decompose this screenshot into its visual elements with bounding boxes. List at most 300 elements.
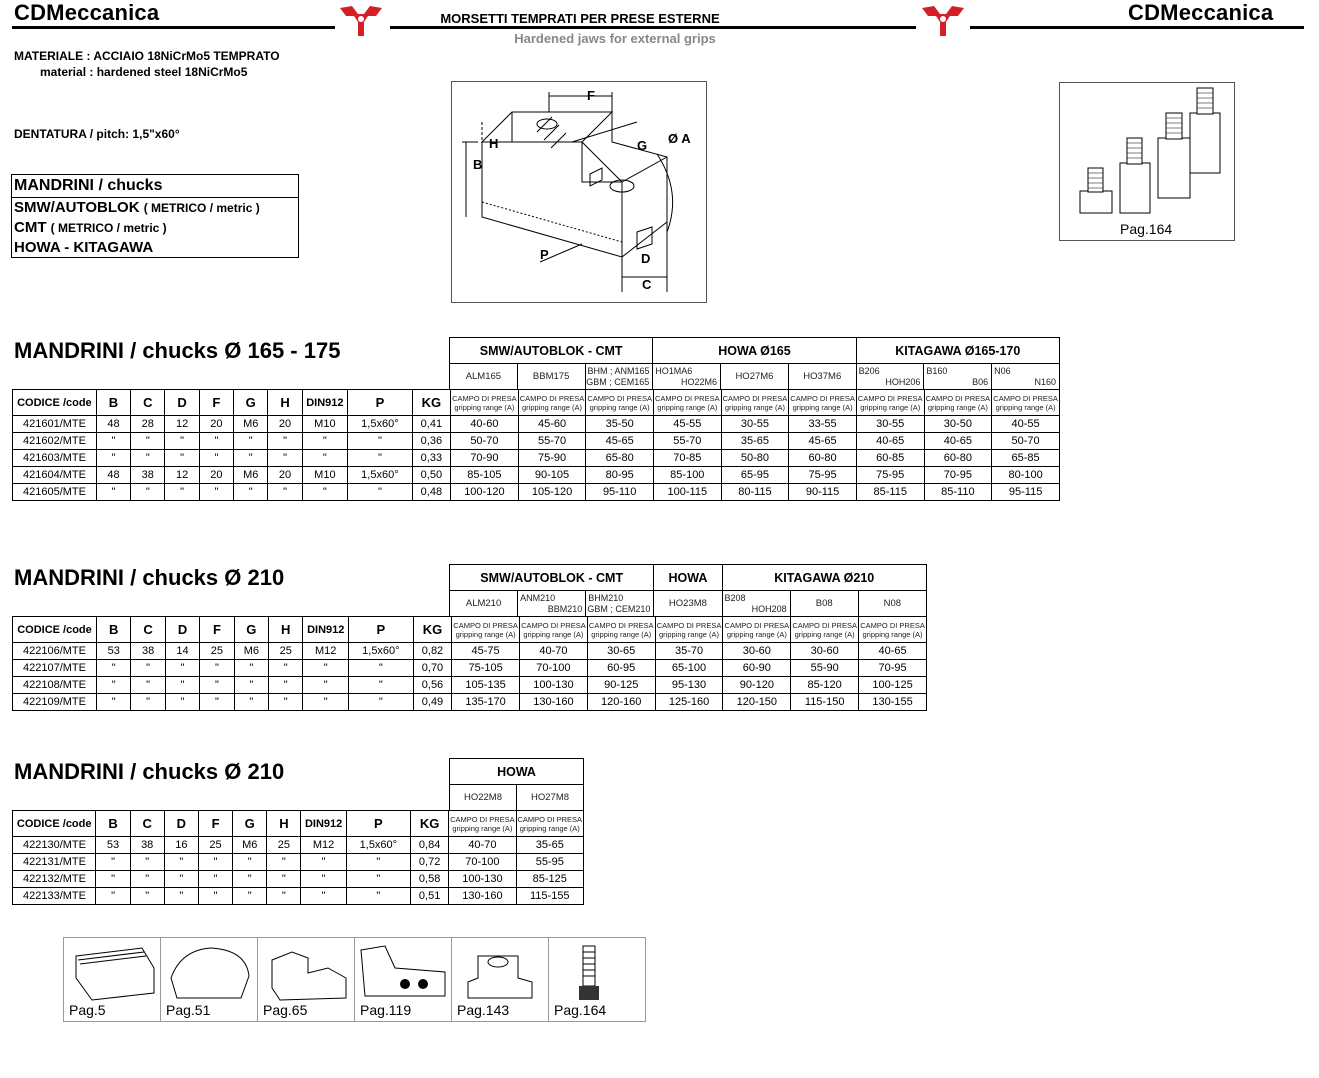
table-cell: " [234,484,268,501]
table-cell: 38 [131,643,165,660]
chucks-box-line-1 [12,198,298,218]
table-cell: " [348,677,413,694]
column-header: CODICE /code [13,617,97,643]
group-header: HOWA [450,759,584,785]
gripping-range-header: CAMPO DI PRESA gripping range (A) [856,390,924,416]
header-subtitle: Hardened jaws for external grips [514,31,716,46]
model-cell [858,591,926,617]
column-header: C [130,811,164,837]
product-code[interactable]: 422108/MTE [13,677,97,694]
column-header-row [13,811,584,837]
table-cell: 40-65 [859,643,927,660]
round-jaw-icon [161,938,257,1008]
dim-label-b: B [473,157,483,172]
table-cell: 48 [96,467,130,484]
table-cell: 30-60 [723,643,791,660]
table3-data [12,810,584,905]
table-cell: 85-105 [451,467,519,484]
table-cell: 0,82 [413,643,451,660]
table-cell: " [267,888,301,905]
table-cell: " [302,433,347,450]
table-cell: 20 [199,416,233,433]
model-cell [721,364,789,390]
group-header: HOWA Ø165 [653,338,856,364]
table-cell: " [96,433,130,450]
product-code[interactable]: 422132/MTE [13,871,96,888]
table-cell: 95-110 [586,484,654,501]
table-cell: " [303,660,349,677]
table-cell: 55-90 [791,660,859,677]
column-header: CODICE /code [13,811,96,837]
table-cell: 120-160 [587,694,655,711]
table-cell: 85-100 [653,467,721,484]
table-cell: 70-100 [449,854,516,871]
table-cell: " [130,888,164,905]
line2-main: CMT [14,219,47,236]
table-cell: 100-125 [859,677,927,694]
material-en: material : hardened steel 18NiCrMo5 [40,65,248,79]
column-header-row [13,390,1060,416]
table-cell: " [233,888,267,905]
product-code[interactable]: 421602/MTE [13,433,97,450]
table-cell: " [131,484,165,501]
column-header: H [267,811,301,837]
table-cell: " [234,660,268,677]
table-row [13,694,927,711]
product-code[interactable]: 422109/MTE [13,694,97,711]
table-cell: 16 [164,837,198,854]
gripping-range-header: CAMPO DI PRESA gripping range (A) [655,617,723,643]
table-cell: " [301,888,346,905]
column-header: B [96,390,130,416]
jaw-drawing-icon [452,82,708,304]
table-cell: 60-85 [856,450,924,467]
table-cell: 1,5x60° [348,467,413,484]
table-cell: 65-95 [721,467,789,484]
table-cell: " [234,450,268,467]
table-cell: 0,70 [413,660,451,677]
table-cell: 0,84 [411,837,449,854]
table-cell: 45-55 [653,416,721,433]
table-cell: 40-70 [449,837,516,854]
related-item-2[interactable] [161,938,258,1021]
table-cell: 45-75 [452,643,520,660]
table-cell: " [234,677,268,694]
line1-note: ( METRICO / metric ) [143,201,260,215]
column-header: DIN912 [302,390,347,416]
gripping-range-header: CAMPO DI PRESA gripping range (A) [721,390,789,416]
table-cell: 70-95 [859,660,927,677]
table-cell: 65-100 [655,660,723,677]
gripping-range-header: CAMPO DI PRESA gripping range (A) [587,617,655,643]
screws-icon [1060,83,1236,242]
column-header: H [268,390,302,416]
table-cell: " [165,660,199,677]
table-cell: 100-120 [451,484,519,501]
related-item-5-page: Pag.143 [457,1002,510,1018]
dim-label-h: H [489,136,499,151]
table3-groups [449,758,584,811]
table-cell: 1,5x60° [346,837,410,854]
table-cell: 90-125 [587,677,655,694]
model-cell [450,591,518,617]
table3-title: MANDRINI / chucks Ø 210 [14,759,285,784]
screws-page[interactable]: Pag.164 [1120,221,1173,237]
column-header: KG [412,390,450,416]
table-row [13,484,1060,501]
table-cell: " [303,694,349,711]
table-cell: " [131,677,165,694]
column-header: KG [413,617,451,643]
dim-label-g: G [637,138,648,153]
model-name-alt: B06 [972,376,989,387]
table-cell: 20 [199,467,233,484]
related-item-4[interactable] [355,938,452,1021]
table-cell: 55-70 [653,433,721,450]
table2-data [12,616,927,711]
group-header: KITAGAWA Ø165-170 [856,338,1059,364]
group-header: SMW/AUTOBLOK - CMT [450,338,653,364]
table-cell: 25 [267,837,301,854]
table-cell: 30-55 [856,416,924,433]
logo-left-icon [336,2,386,40]
model-name: HO23M8 [668,598,707,609]
model-cell [654,591,722,617]
model-name: ALM210 [465,598,502,609]
related-item-3-page: Pag.65 [263,1002,308,1018]
table-cell: " [164,854,198,871]
table-cell: " [302,484,347,501]
table-cell: " [130,854,164,871]
table-cell: 100-130 [449,871,516,888]
model-cell [790,591,858,617]
table2-groups [449,564,927,617]
model-cell [450,785,517,811]
jaw-dimension-diagram [451,81,707,303]
gripping-range-header: CAMPO DI PRESA gripping range (A) [586,390,654,416]
table-cell: " [199,484,233,501]
table1-data [12,389,1060,501]
table-cell: 35-70 [655,643,723,660]
product-code[interactable]: 421605/MTE [13,484,97,501]
gripping-range-header: CAMPO DI PRESA gripping range (A) [924,390,992,416]
table-cell: 40-65 [924,433,992,450]
table-cell: 85-125 [516,871,583,888]
table-cell: " [165,694,199,711]
group-header: SMW/AUTOBLOK - CMT [450,565,654,591]
table-cell: M10 [302,416,347,433]
column-header-row [13,617,927,643]
table-cell: 40-60 [451,416,519,433]
related-item-6-page: Pag.164 [554,1002,607,1018]
model-cell [585,364,653,390]
table-cell: " [268,484,302,501]
table-cell: 0,36 [412,433,450,450]
model-name: B160 [926,365,948,376]
model-name: ALM165 [465,371,502,382]
table-cell: 12 [165,416,199,433]
line1-main: SMW/AUTOBLOK [14,199,140,216]
table-cell: " [267,854,301,871]
model-cell [924,364,992,390]
column-header: DIN912 [301,811,346,837]
screws-image [1059,82,1235,241]
table-row [13,643,927,660]
table-cell: " [96,450,130,467]
table-cell: 53 [96,837,130,854]
table-row [13,677,927,694]
table-cell: 14 [165,643,199,660]
table-cell: M10 [302,467,347,484]
table-cell: 90-105 [518,467,586,484]
table-cell: 125-160 [655,694,723,711]
product-code[interactable]: 422130/MTE [13,837,96,854]
table-cell: 130-155 [859,694,927,711]
table2-title: MANDRINI / chucks Ø 210 [14,565,285,590]
table-cell: 20 [268,416,302,433]
column-header: P [348,390,413,416]
table-cell: M6 [234,416,268,433]
model-name: HO37M6 [803,371,842,382]
gripping-range-header: CAMPO DI PRESA gripping range (A) [653,390,721,416]
table-cell: 65-85 [992,450,1060,467]
product-code[interactable]: 422106/MTE [13,643,97,660]
gripping-range-header: CAMPO DI PRESA gripping range (A) [452,617,520,643]
product-code[interactable]: 422107/MTE [13,660,97,677]
column-header: H [269,617,303,643]
table-cell: 0,49 [413,694,451,711]
table-cell: " [269,694,303,711]
model-cell [653,364,721,390]
stepped-jaw-icon [258,938,354,1008]
table-row [13,416,1060,433]
table1-title: MANDRINI / chucks Ø 165 - 175 [14,338,341,363]
table-cell: 1,5x60° [348,643,413,660]
header-title: MORSETTI TEMPRATI PER PRESE ESTERNE [440,11,720,26]
table-cell: M6 [234,467,268,484]
group-header-row [450,759,584,785]
table-cell: 80-95 [586,467,654,484]
table-row [13,854,584,871]
table-cell: 105-120 [518,484,586,501]
model-row [450,364,1060,390]
product-code[interactable]: 422131/MTE [13,854,96,871]
column-header: P [348,617,413,643]
product-code[interactable]: 421603/MTE [13,450,97,467]
group-header: HOWA [654,565,722,591]
column-header: P [346,811,410,837]
table-cell: " [301,871,346,888]
table-cell: " [198,888,232,905]
table-cell: 55-95 [516,854,583,871]
gripping-range-header: CAMPO DI PRESA gripping range (A) [516,811,583,837]
table-cell: 30-50 [924,416,992,433]
table-cell: " [200,660,234,677]
table-cell: 95-130 [655,677,723,694]
table-cell: M6 [234,643,268,660]
table-cell: 60-90 [723,660,791,677]
table-cell: " [348,450,413,467]
pitch-label: DENTATURA / pitch: 1,5"x60° [14,127,180,141]
table-cell: 0,41 [412,416,450,433]
column-header: F [198,811,232,837]
model-cell [517,785,584,811]
table-cell: 50-70 [451,433,519,450]
related-item-4-page: Pag.119 [360,1002,412,1018]
table-cell: " [234,694,268,711]
table-cell: 30-55 [721,416,789,433]
table-row [13,467,1060,484]
column-header: CODICE /code [13,390,97,416]
table-cell: 70-85 [653,450,721,467]
table-cell: 0,48 [412,484,450,501]
table-row [13,660,927,677]
jaw-product-icon [64,938,160,1008]
chucks-box-line-2 [12,218,298,238]
product-code[interactable]: 421604/MTE [13,467,97,484]
gripping-range-header: CAMPO DI PRESA gripping range (A) [791,617,859,643]
table-cell: 90-120 [723,677,791,694]
model-name: HO27M6 [735,371,774,382]
model-name-alt: GBM ; CEM165 [586,376,650,387]
dim-label-d: D [641,251,651,266]
related-item-5[interactable] [452,938,549,1021]
column-header: C [131,617,165,643]
table-cell: M12 [303,643,349,660]
gripping-range-header: CAMPO DI PRESA gripping range (A) [789,390,857,416]
table-cell: 38 [131,467,165,484]
model-cell [856,364,924,390]
table-cell: 40-65 [856,433,924,450]
table-cell: M12 [301,837,346,854]
column-header: G [233,811,267,837]
group-header-row [450,338,1060,364]
table-cell: 90-115 [789,484,857,501]
table-cell: " [200,677,234,694]
dim-label-a: Ø A [668,131,691,146]
table-cell: " [268,433,302,450]
t-nut-icon [452,938,548,1008]
table-cell: " [97,660,131,677]
table-cell: " [267,871,301,888]
table-cell: " [96,484,130,501]
table-cell: 70-95 [924,467,992,484]
column-header: G [234,390,268,416]
table-cell: " [97,694,131,711]
long-jaw-icon [355,938,451,1008]
table-cell: 85-120 [791,677,859,694]
table-cell: 40-55 [992,416,1060,433]
table-row [13,450,1060,467]
table-cell: 35-65 [516,837,583,854]
table-cell: 50-70 [992,433,1060,450]
table-row [13,888,584,905]
column-header: F [199,390,233,416]
gripping-range-header: CAMPO DI PRESA gripping range (A) [451,390,519,416]
model-name: B206 [858,365,880,376]
group-header: KITAGAWA Ø210 [722,565,927,591]
table-cell: " [346,871,410,888]
table-cell: 75-105 [452,660,520,677]
model-name: B08 [815,598,833,609]
product-code[interactable]: 421601/MTE [13,416,97,433]
table-cell: 25 [269,643,303,660]
material-it: MATERIALE : ACCIAIO 18NiCrMo5 TEMPRATO [14,49,280,63]
table-cell: 70-90 [451,450,519,467]
column-header: D [165,617,199,643]
model-name: HO22M8 [463,792,502,803]
table-cell: " [199,450,233,467]
table-cell: " [199,433,233,450]
chucks-box-line-3: HOWA - KITAGAWA [14,239,154,256]
table-cell: 20 [268,467,302,484]
table-cell: " [233,871,267,888]
column-header: DIN912 [303,617,349,643]
table-cell: 0,33 [412,450,450,467]
table-row [13,837,584,854]
related-products-strip [63,937,646,1022]
table-cell: 120-150 [723,694,791,711]
table-cell: 60-80 [924,450,992,467]
table-cell: " [164,888,198,905]
table-cell: 85-110 [924,484,992,501]
table-cell: 1,5x60° [348,416,413,433]
table-cell: 40-70 [520,643,588,660]
column-header: C [131,390,165,416]
table-cell: 0,56 [413,677,451,694]
table-cell: " [268,450,302,467]
table-cell: " [233,854,267,871]
gripping-range-header: CAMPO DI PRESA gripping range (A) [449,811,516,837]
bolt-icon [549,938,629,1008]
column-header: B [96,811,130,837]
model-cell [722,591,790,617]
table-cell: " [164,871,198,888]
table-cell: " [346,888,410,905]
model-name-alt: N160 [1034,376,1056,387]
table-cell: 25 [198,837,232,854]
table-cell: 0,58 [411,871,449,888]
table-cell: 135-170 [452,694,520,711]
product-code[interactable]: 422133/MTE [13,888,96,905]
header-rule-mid [390,26,916,29]
table-cell: 95-115 [992,484,1060,501]
table-cell: " [301,854,346,871]
gripping-range-header: CAMPO DI PRESA gripping range (A) [992,390,1060,416]
model-name-alt: HOH206 [885,376,921,387]
column-header: B [97,617,131,643]
header-rule-left [12,26,335,29]
model-cell [517,364,585,390]
model-name-alt: HOH208 [751,603,787,614]
table-cell: " [165,484,199,501]
model-name: ANM210 [520,592,556,603]
related-item-3[interactable] [258,938,355,1021]
model-name-alt: HO22M6 [681,376,718,387]
table-cell: 70-100 [520,660,588,677]
table-cell: 115-150 [791,694,859,711]
related-item-6[interactable] [549,938,645,1021]
group-header-row [450,565,927,591]
table-cell: " [96,854,130,871]
chucks-box-title: MANDRINI / chucks [12,175,298,198]
table-cell: 85-115 [856,484,924,501]
gripping-range-header: CAMPO DI PRESA gripping range (A) [518,390,586,416]
table-cell: 100-115 [653,484,721,501]
related-item-1[interactable] [64,938,161,1021]
brand-right: CDMeccanica [1128,0,1274,25]
model-name-alt: GBM ; CEM210 [587,603,651,614]
